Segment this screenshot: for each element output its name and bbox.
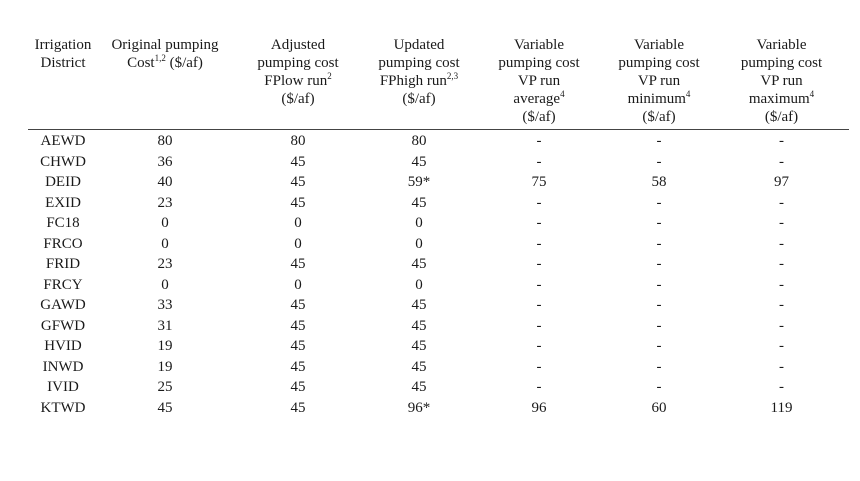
header-line <box>28 54 98 72</box>
cell-updated-pumping-cost: 59* <box>407 174 431 191</box>
cell-variable-cost-maximum: - <box>779 317 784 334</box>
cell-variable-cost-minimum: 58 <box>651 174 667 191</box>
cell-variable-cost-maximum: - <box>779 215 784 232</box>
cell-variable-cost-minimum: - <box>656 317 662 334</box>
header-line <box>232 90 364 108</box>
cell-updated-pumping-cost: 45 <box>411 317 427 334</box>
table-row <box>28 193 849 214</box>
cell-original-pumping-cost: 23 <box>157 256 173 273</box>
header-text: pumping cost <box>618 55 700 71</box>
cell-original-pumping-cost: 0 <box>161 215 169 232</box>
header-line <box>474 108 604 126</box>
cell-variable-cost-average: - <box>536 133 542 150</box>
cell-updated-pumping-cost: 45 <box>411 194 427 211</box>
cell-updated-pumping-cost: 45 <box>411 297 427 314</box>
cell-variable-cost-average: - <box>536 358 542 375</box>
cell-variable-cost-minimum: - <box>656 297 662 314</box>
cell-adjusted-pumping-cost: 45 <box>290 317 306 334</box>
cell-variable-cost-minimum: - <box>656 235 662 252</box>
cell-variable-cost-average: - <box>536 317 542 334</box>
cell-variable-cost-minimum: - <box>656 133 662 150</box>
cell-variable-cost-maximum: - <box>779 133 784 150</box>
header-line <box>714 108 849 126</box>
header-text: pumping cost <box>498 55 580 71</box>
table-row <box>28 336 849 357</box>
cell-updated-pumping-cost: 45 <box>411 358 427 375</box>
header-text: minimum <box>627 91 686 107</box>
header-text: Irrigation <box>34 37 92 53</box>
cell-variable-cost-minimum: - <box>656 379 662 396</box>
column-header-variable-cost-average <box>474 36 604 130</box>
header-line <box>28 36 98 54</box>
cell-irrigation-district: KTWD <box>40 399 86 416</box>
cell-variable-cost-average: - <box>536 338 542 355</box>
cell-variable-cost-maximum: 97 <box>774 174 789 191</box>
header-text: FPhigh run <box>379 73 447 89</box>
cell-irrigation-district: FRCY <box>43 276 83 293</box>
cell-variable-cost-minimum: - <box>656 338 662 355</box>
header-line <box>232 72 364 90</box>
cell-original-pumping-cost: 36 <box>157 153 173 170</box>
header-line <box>474 36 604 54</box>
table-row <box>28 234 849 255</box>
cell-variable-cost-minimum: - <box>656 276 662 293</box>
header-text: District <box>40 55 86 71</box>
header-line <box>604 36 714 54</box>
column-header-updated-pumping-cost <box>364 36 474 130</box>
header-line <box>604 108 714 126</box>
cell-irrigation-district: CHWD <box>40 153 86 170</box>
footnote-marker: 1,2 <box>154 53 166 63</box>
header-line <box>714 90 849 108</box>
header-text: pumping cost <box>378 55 460 71</box>
cell-variable-cost-minimum: - <box>656 358 662 375</box>
header-text: Adjusted <box>270 37 326 53</box>
cell-variable-cost-maximum: - <box>779 358 784 375</box>
header-text: VP run <box>637 73 681 89</box>
cell-updated-pumping-cost: 45 <box>411 153 427 170</box>
table-row <box>28 254 849 275</box>
cell-adjusted-pumping-cost: 45 <box>290 153 306 170</box>
header-text: Original pumping <box>111 37 219 53</box>
header-line <box>364 72 474 90</box>
cell-variable-cost-maximum: - <box>779 338 784 355</box>
cell-variable-cost-average: - <box>536 194 542 211</box>
cell-irrigation-district: INWD <box>42 358 84 375</box>
cell-irrigation-district: EXID <box>45 194 81 211</box>
cell-variable-cost-minimum: - <box>656 215 662 232</box>
footnote-marker: 2,3 <box>446 71 459 81</box>
cell-original-pumping-cost: 0 <box>161 276 169 293</box>
cell-original-pumping-cost: 0 <box>161 235 169 252</box>
cell-irrigation-district: GAWD <box>40 297 86 314</box>
header-line <box>98 36 232 54</box>
header-line <box>714 72 849 90</box>
cell-adjusted-pumping-cost: 0 <box>294 276 302 293</box>
header-line <box>364 54 474 72</box>
header-text: FPlow run <box>264 73 328 89</box>
header-line <box>604 54 714 72</box>
cell-variable-cost-minimum: - <box>656 153 662 170</box>
cell-irrigation-district: IVID <box>47 379 79 396</box>
cell-original-pumping-cost: 31 <box>157 317 173 334</box>
footnote-marker: 4 <box>560 89 565 99</box>
cell-updated-pumping-cost: 45 <box>411 338 427 355</box>
cell-adjusted-pumping-cost: 45 <box>290 174 306 191</box>
header-text: Updated <box>393 37 445 53</box>
cell-variable-cost-minimum: 60 <box>651 399 667 416</box>
column-header-variable-cost-maximum <box>714 36 849 130</box>
cell-irrigation-district: GFWD <box>40 317 86 334</box>
header-text: ($/af) <box>402 91 436 107</box>
cell-adjusted-pumping-cost: 45 <box>290 338 306 355</box>
header-text: ($/af) <box>281 91 315 107</box>
cell-original-pumping-cost: 33 <box>157 297 173 314</box>
header-line <box>364 90 474 108</box>
header-text: ($/af) <box>642 109 676 125</box>
cell-adjusted-pumping-cost: 45 <box>290 256 306 273</box>
cell-adjusted-pumping-cost: 45 <box>290 399 306 416</box>
cell-original-pumping-cost: 23 <box>157 194 173 211</box>
cell-variable-cost-maximum: - <box>779 235 784 252</box>
cell-variable-cost-maximum: - <box>779 153 784 170</box>
footnote-marker: 2 <box>327 71 332 81</box>
header-text: pumping cost <box>740 55 823 71</box>
header-line <box>364 36 474 54</box>
cell-irrigation-district: HVID <box>44 338 82 355</box>
cell-adjusted-pumping-cost: 0 <box>294 235 302 252</box>
table-row <box>28 152 849 173</box>
header-line <box>604 90 714 108</box>
header-text: ($/af) <box>764 109 799 125</box>
cell-variable-cost-average: - <box>536 235 542 252</box>
header-text: Variable <box>514 37 564 53</box>
cell-original-pumping-cost: 25 <box>157 379 173 396</box>
cell-original-pumping-cost: 19 <box>157 338 173 355</box>
cell-irrigation-district: DEID <box>45 174 81 191</box>
cell-updated-pumping-cost: 80 <box>411 133 427 150</box>
header-text: maximum <box>748 91 810 107</box>
cell-updated-pumping-cost: 96* <box>407 399 431 416</box>
header-text: VP run <box>760 73 803 89</box>
header-text: ($/af) <box>522 109 556 125</box>
table-row <box>28 377 849 398</box>
cell-irrigation-district: FC18 <box>46 215 80 232</box>
cell-original-pumping-cost: 19 <box>157 358 173 375</box>
cell-irrigation-district: FRID <box>45 256 81 273</box>
cell-adjusted-pumping-cost: 45 <box>290 379 306 396</box>
cell-updated-pumping-cost: 45 <box>411 379 427 396</box>
header-text: pumping cost <box>257 55 339 71</box>
cell-variable-cost-average: 96 <box>531 399 547 416</box>
cell-updated-pumping-cost: 45 <box>411 256 427 273</box>
cell-adjusted-pumping-cost: 45 <box>290 358 306 375</box>
header-text: Variable <box>756 37 807 53</box>
cell-variable-cost-average: - <box>536 379 542 396</box>
cell-updated-pumping-cost: 0 <box>415 235 423 252</box>
table-row <box>28 295 849 316</box>
table-row <box>28 357 849 378</box>
cell-adjusted-pumping-cost: 45 <box>290 194 306 211</box>
table-row <box>28 130 849 152</box>
header-line <box>474 72 604 90</box>
header-text: VP run <box>517 73 561 89</box>
header-text: Variable <box>634 37 684 53</box>
cell-variable-cost-average: - <box>536 256 542 273</box>
header-unit: ($/af) <box>165 55 203 71</box>
column-header-variable-cost-minimum <box>604 36 714 130</box>
header-text: Cost <box>127 55 155 71</box>
table-row <box>28 213 849 234</box>
header-line <box>474 54 604 72</box>
table-row <box>28 275 849 296</box>
cell-variable-cost-average: 75 <box>531 174 547 191</box>
cell-updated-pumping-cost: 0 <box>415 276 423 293</box>
header-line <box>474 90 604 108</box>
table-row <box>28 316 849 337</box>
column-header-irrigation-district <box>28 36 98 130</box>
cell-variable-cost-average: - <box>536 153 542 170</box>
pumping-cost-table <box>28 36 849 418</box>
cell-irrigation-district: AEWD <box>40 133 86 150</box>
table-row <box>28 172 849 193</box>
cell-variable-cost-maximum: - <box>779 194 784 211</box>
table-header <box>28 36 849 130</box>
footnote-marker: 4 <box>685 89 691 99</box>
header-text: average <box>513 91 561 107</box>
header-line <box>232 54 364 72</box>
cell-variable-cost-minimum: - <box>656 256 662 273</box>
header-line <box>98 54 232 72</box>
cell-variable-cost-average: - <box>536 276 542 293</box>
cell-variable-cost-minimum: - <box>656 194 662 211</box>
cell-adjusted-pumping-cost: 0 <box>294 215 302 232</box>
cell-original-pumping-cost: 40 <box>157 174 173 191</box>
cell-variable-cost-maximum: - <box>779 379 784 396</box>
header-row <box>28 36 849 130</box>
table-row <box>28 398 849 419</box>
cell-variable-cost-maximum: - <box>779 297 784 314</box>
cell-original-pumping-cost: 45 <box>157 399 173 416</box>
table-body <box>28 130 849 419</box>
cell-variable-cost-average: - <box>536 215 542 232</box>
cell-updated-pumping-cost: 0 <box>415 215 423 232</box>
cell-irrigation-district: FRCO <box>43 235 83 252</box>
header-line <box>714 54 849 72</box>
header-line <box>232 36 364 54</box>
cell-original-pumping-cost: 80 <box>157 133 173 150</box>
header-line <box>604 72 714 90</box>
footnote-marker: 4 <box>809 89 815 99</box>
cell-variable-cost-maximum: - <box>779 256 784 273</box>
cell-variable-cost-maximum: - <box>779 276 784 293</box>
cell-adjusted-pumping-cost: 80 <box>290 133 306 150</box>
cell-variable-cost-maximum: 119 <box>770 399 793 416</box>
cell-variable-cost-average: - <box>536 297 542 314</box>
header-line <box>714 36 849 54</box>
column-header-adjusted-pumping-cost <box>232 36 364 130</box>
column-header-original-pumping-cost <box>98 36 232 130</box>
cell-adjusted-pumping-cost: 45 <box>290 297 306 314</box>
